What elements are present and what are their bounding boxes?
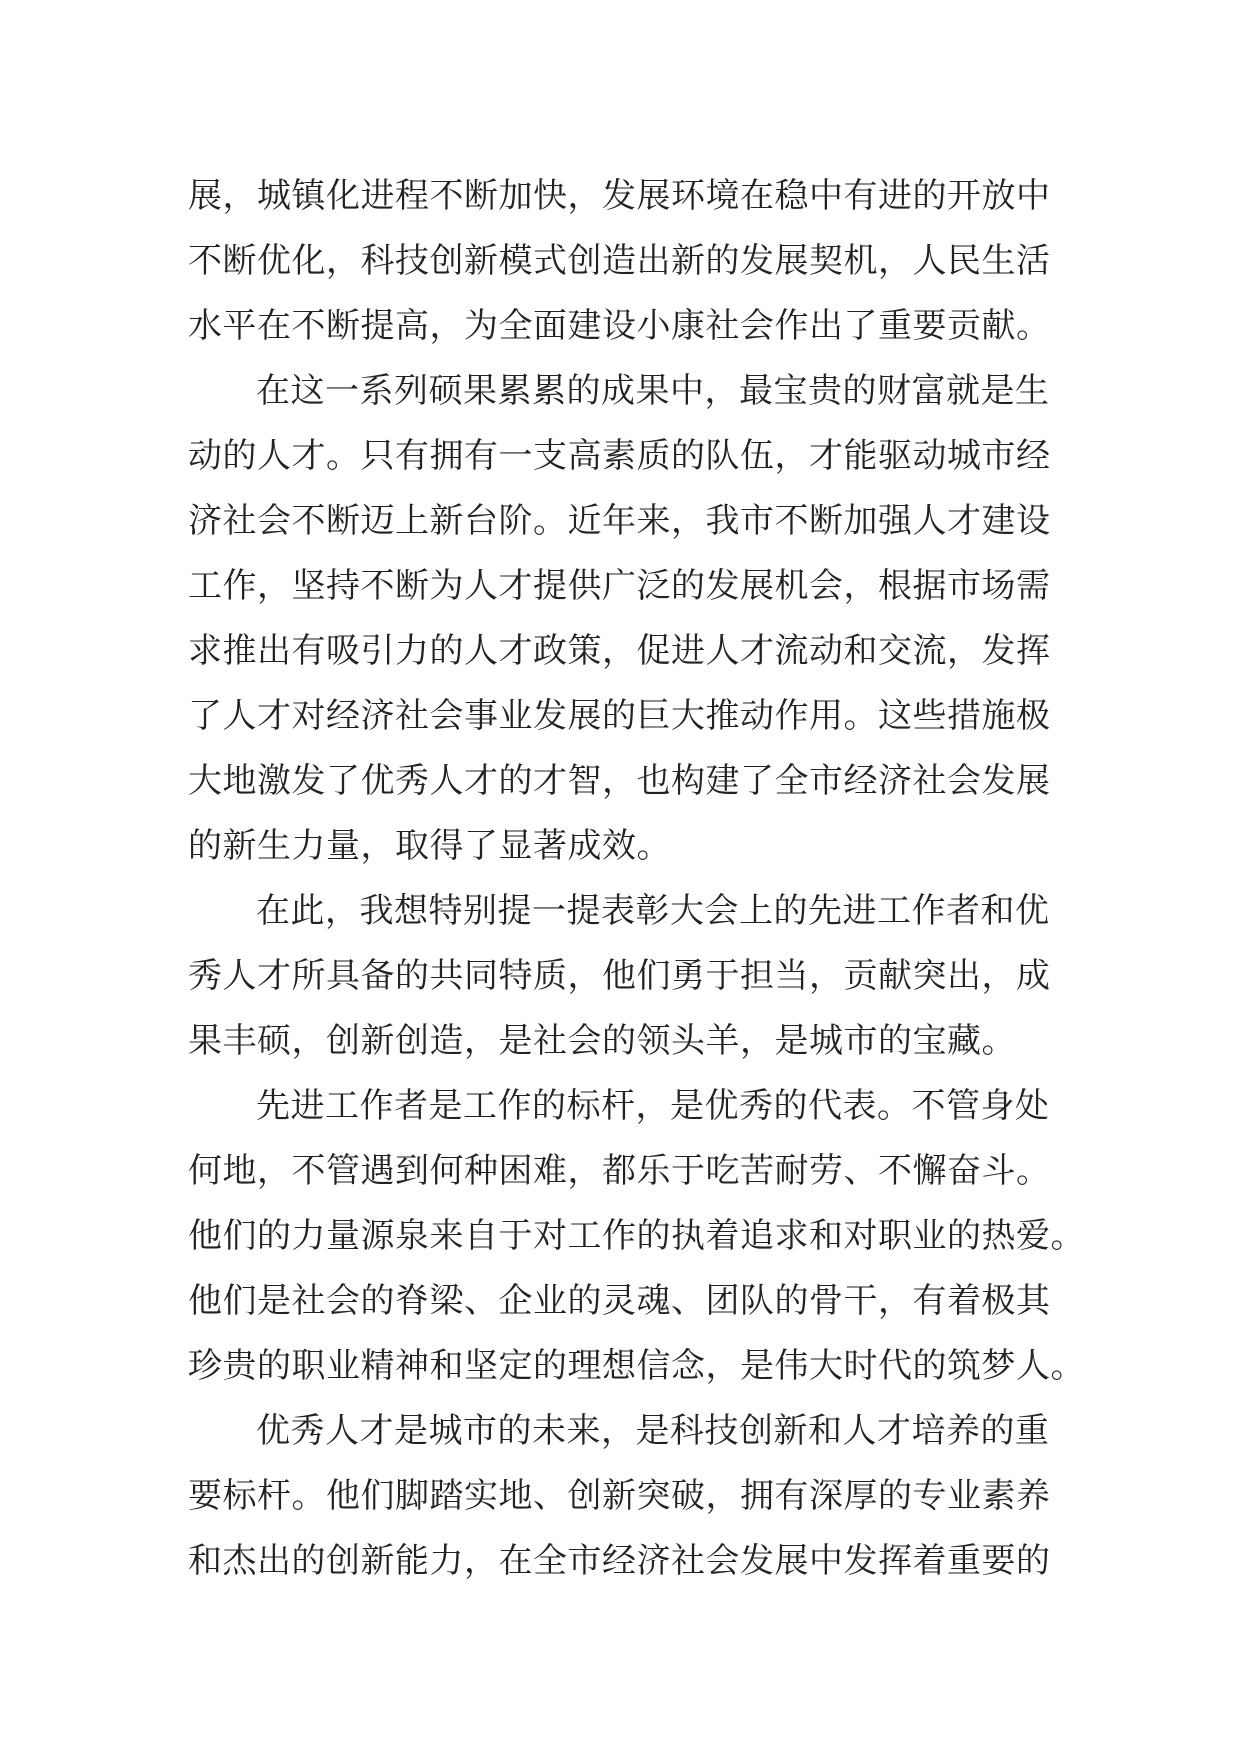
text-line: 水平在不断提高，为全面建设小康社会作出了重要贡献。 (188, 306, 1051, 346)
text-line: 工作，坚持不断为人才提供广泛的发展机会，根据市场需 (188, 566, 1051, 606)
text-line: 他们的力量源泉来自于对工作的执着追求和对职业的热爱。 (188, 1216, 1085, 1256)
text-line: 和杰出的创新能力，在全市经济社会发展中发挥着重要的 (188, 1541, 1051, 1581)
text-line: 珍贵的职业精神和坚定的理想信念，是伟大时代的筑梦人。 (188, 1346, 1085, 1386)
text-line: 的新生力量，取得了显著成效。 (188, 826, 671, 866)
paragraph-first-line: 在这一系列硕果累累的成果中，最宝贵的财富就是生 (256, 371, 1050, 411)
paragraph-first-line: 在此，我想特别提一提表彰大会上的先进工作者和优 (256, 891, 1050, 931)
text-line: 大地激发了优秀人才的才智，也构建了全市经济社会发展 (188, 761, 1051, 801)
text-line: 展，城镇化进程不断加快，发展环境在稳中有进的开放中 (188, 176, 1051, 216)
text-line: 他们是社会的脊梁、企业的灵魂、团队的骨干，有着极其 (188, 1281, 1051, 1321)
text-line: 要标杆。他们脚踏实地、创新突破，拥有深厚的专业素养 (188, 1476, 1051, 1516)
paragraph-first-line: 优秀人才是城市的未来，是科技创新和人才培养的重 (256, 1411, 1050, 1451)
text-line: 济社会不断迈上新台阶。近年来，我市不断加强人才建设 (188, 501, 1051, 541)
text-line: 果丰硕，创新创造，是社会的领头羊，是城市的宝藏。 (188, 1021, 1016, 1061)
text-line: 求推出有吸引力的人才政策，促进人才流动和交流，发挥 (188, 631, 1051, 671)
text-line: 不断优化，科技创新模式创造出新的发展契机，人民生活 (188, 241, 1051, 281)
text-line: 了人才对经济社会事业发展的巨大推动作用。这些措施极 (188, 696, 1051, 736)
text-line: 秀人才所具备的共同特质，他们勇于担当，贡献突出，成 (188, 956, 1051, 996)
text-line: 动的人才。只有拥有一支高素质的队伍，才能驱动城市经 (188, 436, 1051, 476)
paragraph-first-line: 先进工作者是工作的标杆，是优秀的代表。不管身处 (256, 1086, 1050, 1126)
text-line: 何地，不管遇到何种困难，都乐于吃苦耐劳、不懈奋斗。 (188, 1151, 1051, 1191)
body-text (188, 164, 1088, 1594)
